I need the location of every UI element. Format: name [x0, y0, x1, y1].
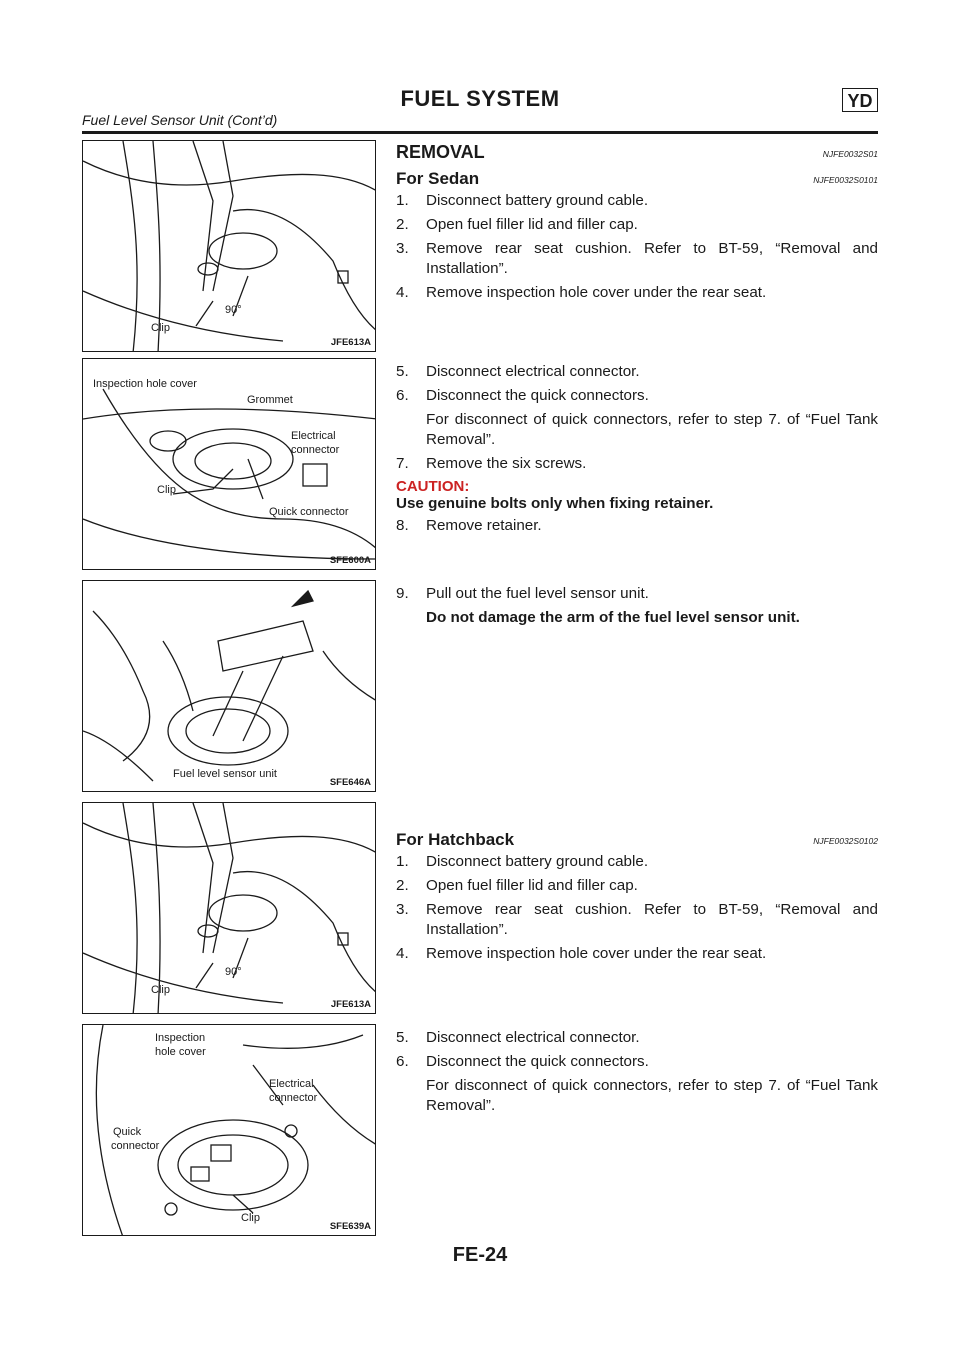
callout-clip: Clip [157, 484, 176, 496]
figure-illustration [83, 141, 376, 352]
callout-quick: Quick [113, 1126, 142, 1138]
step-item: 6. Disconnect the quick connectors. [396, 387, 649, 404]
section-title-text: REMOVAL [396, 142, 485, 162]
figure-label: SFE600A [329, 555, 371, 566]
figure-illustration [83, 359, 376, 570]
figure-label: JFE613A [330, 999, 371, 1010]
figure-jfe613a-sedan [82, 140, 376, 352]
figure-label: SFE646A [329, 777, 371, 788]
caution-text: Use genuine bolts only when fixing retainer. [396, 495, 714, 512]
callout-electrical: Electrical [291, 430, 336, 442]
figure-sfe646a [82, 580, 376, 792]
figure-illustration [83, 803, 376, 1014]
step-item: 1. Disconnect battery ground cable. [396, 853, 649, 870]
figure-label: SFE639A [329, 1221, 371, 1232]
callout-hole-cover: hole cover [155, 1046, 206, 1058]
step-item: 2. Open fuel filler lid and filler cap. [396, 877, 638, 894]
figure-illustration [83, 581, 376, 792]
callout-clip: Clip [241, 1212, 260, 1224]
page-number: FE-24 [452, 1244, 508, 1266]
subsection-ref: NJFE0032S0102 [813, 836, 878, 846]
callout-angle: 90° [225, 304, 242, 316]
step-note: For disconnect of quick connectors, refer to step 7. of “Fuel Tank Removal”. [426, 411, 878, 448]
page-subtitle: Fuel Level Sensor Unit (Cont’d) [82, 112, 278, 128]
callout-connector: connector [291, 444, 340, 456]
step-note: Do not damage the arm of the fuel level sensor unit. [426, 609, 800, 626]
step-item: 1. Disconnect battery ground cable. [396, 192, 649, 209]
callout-inspection-hole-cover: Inspection hole cover [93, 378, 197, 390]
step-item: 5. Disconnect electrical connector. [396, 363, 640, 380]
section-ref: NJFE0032S01 [822, 149, 878, 159]
callout-connector: connector [269, 1092, 318, 1104]
subsection-title-sedan [396, 169, 878, 189]
subsection-title-text: For Sedan [396, 169, 480, 188]
step-item: 4. Remove inspection hole cover under the rear seat. [396, 284, 767, 301]
step-item: 9. Pull out the fuel level sensor unit. [396, 585, 649, 602]
step-list-sedan-a [396, 191, 878, 303]
figure-sfe639a [82, 1024, 376, 1236]
step-note: For disconnect of quick connectors, refer to step 7. of “Fuel Tank Removal”. [426, 1077, 878, 1114]
step-item: 7. Remove the six screws. [396, 455, 587, 472]
subsection-ref: NJFE0032S0101 [813, 175, 878, 185]
callout-quick-connector: Quick connector [269, 506, 349, 518]
step-list-sedan-b [396, 362, 878, 540]
step-item: 4. Remove inspection hole cover under the rear seat. [396, 945, 767, 962]
caution-label: CAUTION: [396, 478, 470, 495]
removal-section [396, 142, 878, 307]
step-list-hatchback-a [396, 852, 878, 964]
figure-jfe613a-hatchback [82, 802, 376, 1014]
figure-illustration [83, 1025, 376, 1236]
step-item: 5. Disconnect electrical connector. [396, 1029, 640, 1046]
step-item: 3. Remove rear seat cushion. Refer to BT-59, “Removal and Installation”. [396, 240, 878, 277]
step-list-hatchback-b [396, 1028, 878, 1120]
figure-label: JFE613A [330, 337, 371, 348]
figure-sfe600a [82, 358, 376, 570]
step-item: 3. Remove rear seat cushion. Refer to BT-59, “Removal and Installation”. [396, 901, 878, 938]
section-title-removal [396, 142, 878, 163]
header-divider [82, 131, 878, 134]
callout-clip: Clip [151, 322, 170, 334]
engine-badge: YD [842, 88, 878, 112]
page-title: FUEL SYSTEM [400, 86, 560, 111]
step-item: 6. Disconnect the quick connectors. [396, 1053, 649, 1070]
step-item: 8. Remove retainer. [396, 517, 542, 534]
step-list-sedan-c [396, 584, 878, 632]
callout-fuel-level-sensor-unit: Fuel level sensor unit [173, 768, 277, 780]
callout-quick-connector: connector [111, 1140, 160, 1152]
hatchback-section [396, 830, 878, 968]
callout-grommet: Grommet [247, 394, 293, 406]
subsection-title-text: For Hatchback [396, 830, 515, 849]
step-item: 2. Open fuel filler lid and filler cap. [396, 216, 638, 233]
callout-angle: 90° [225, 966, 242, 978]
callout-clip: Clip [151, 984, 170, 996]
callout-inspection: Inspection [155, 1032, 206, 1044]
subsection-title-hatchback [396, 830, 878, 850]
callout-electrical: Electrical [269, 1078, 314, 1090]
